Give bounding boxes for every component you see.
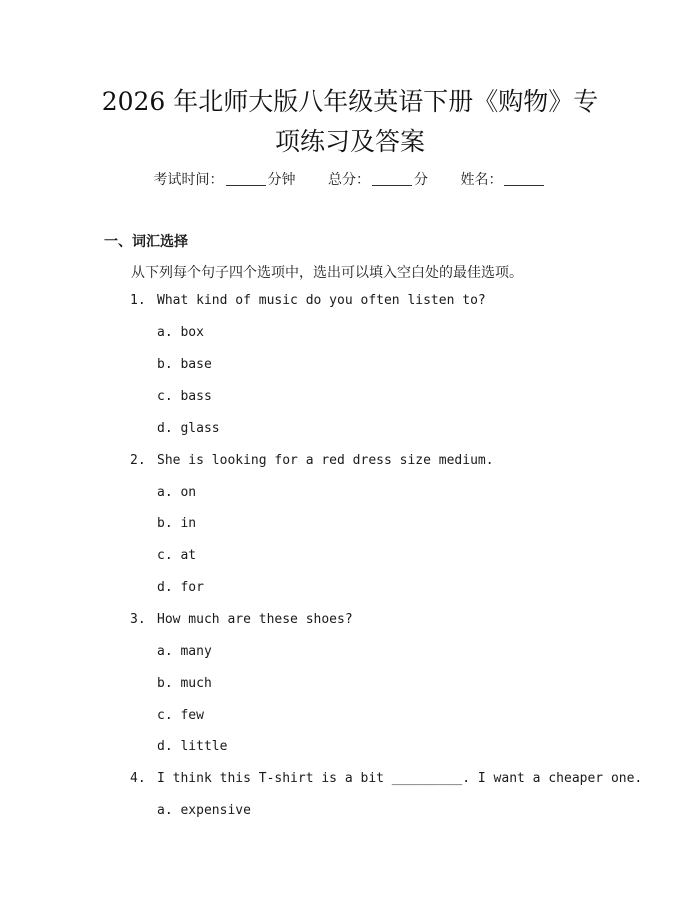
title-line-1: 2026 年北师大版八年级英语下册《购物》专: [101, 87, 599, 116]
answer-option: a. expensive: [157, 803, 251, 818]
question-text: How much are these shoes?: [157, 612, 353, 627]
answer-option: b. in: [157, 516, 197, 531]
answer-option: d. little: [157, 739, 228, 754]
question-item: [130, 771, 642, 786]
score-blank: [372, 171, 412, 186]
answer-option: a. many: [157, 644, 212, 659]
question-number: 2.: [130, 453, 146, 468]
question-item: [130, 612, 353, 627]
name-label: 姓名：: [460, 172, 503, 188]
exam-meta: [0, 169, 700, 189]
answer-option: d. for: [157, 580, 204, 595]
student-name: [460, 169, 546, 189]
question-text: What kind of music do you often listen to?: [157, 293, 486, 308]
answer-option: b. much: [157, 676, 212, 691]
title-line-2: 项练习及答案: [274, 127, 425, 156]
question-number: 3.: [130, 612, 146, 627]
exam-time: [154, 169, 296, 189]
score-unit: 分: [414, 172, 428, 188]
time-blank: [226, 171, 266, 186]
section-heading: 一、词汇选择: [104, 234, 188, 250]
question-text: I think this T-shirt is a bit _________. I want a cheaper one.: [157, 771, 643, 786]
answer-option: d. glass: [157, 421, 220, 436]
time-unit: 分钟: [267, 172, 296, 188]
section-instruction: 从下列每个句子四个选项中，选出可以填入空白处的最佳选项。: [131, 265, 523, 281]
question-number: 4.: [130, 771, 146, 786]
answer-option: c. bass: [157, 389, 212, 404]
answer-option: c. few: [157, 708, 204, 723]
score-label: 总分：: [328, 172, 370, 188]
question-item: [130, 293, 486, 308]
question-item: [130, 453, 494, 468]
answer-option: a. on: [157, 485, 197, 500]
answer-option: a. box: [157, 325, 204, 340]
total-score: [328, 169, 428, 189]
name-blank: [504, 171, 544, 186]
question-number: 1.: [130, 293, 146, 308]
document-title: [60, 82, 640, 162]
time-label: 考试时间：: [153, 172, 224, 188]
answer-option: b. base: [157, 357, 212, 372]
question-text: She is looking for a red dress size medium.: [157, 453, 494, 468]
answer-option: c. at: [157, 548, 197, 563]
